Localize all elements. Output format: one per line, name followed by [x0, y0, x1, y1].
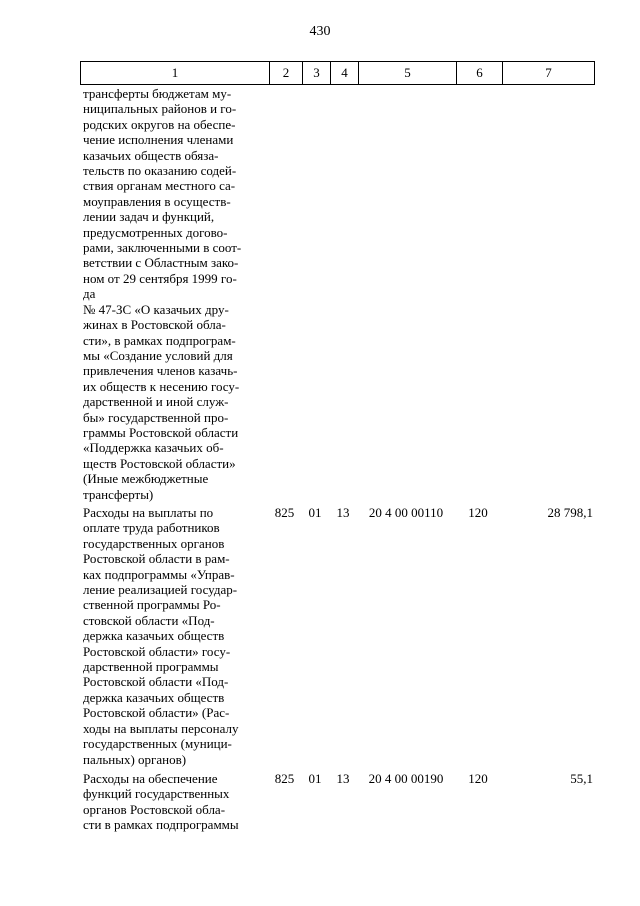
text-line: Ростовской области в рам-	[83, 551, 230, 567]
text-line: держка казачьих обществ	[83, 689, 225, 705]
text-line: стовской области «Под-	[83, 612, 215, 628]
text-line: органов Ростовской обла-	[83, 801, 226, 817]
text-line: № 47-ЗС «О казачьих дру-	[83, 301, 229, 317]
row-description	[83, 771, 268, 833]
text-line: Расходы на выплаты по	[83, 505, 214, 520]
text-line: (Иные межбюджетные	[83, 471, 209, 487]
text-line: функций государственных	[83, 786, 230, 802]
table-header	[80, 61, 595, 85]
text-line: мы «Создание условий для	[83, 347, 233, 363]
text-line: граммы Ростовской области	[83, 424, 239, 440]
text-line: привлечения членов казачь-	[83, 363, 238, 379]
text-line: пальных) органов)	[83, 751, 187, 767]
text-line: трансферты бюджетам му-	[83, 86, 232, 101]
row-description	[83, 86, 268, 502]
text-line: сти в рамках подпрограммы	[83, 817, 239, 833]
text-line: ствия органам местного са-	[83, 178, 236, 194]
text-line: моуправления в осуществ-	[83, 193, 231, 209]
cell-ministry-code: 825	[274, 505, 295, 520]
header-col-5: 5	[359, 62, 457, 85]
page-number: 430	[309, 24, 331, 39]
cell-amount: 55,1	[570, 771, 593, 786]
text-line: государственных органов	[83, 535, 225, 551]
cell-section: 01	[308, 771, 322, 786]
header-col-2: 2	[270, 62, 303, 85]
text-line: лении задач и функций,	[83, 209, 215, 225]
text-line: ном от 29 сентября 1999 го-	[83, 270, 237, 286]
cell-expense-type: 120	[468, 505, 488, 520]
cell-ministry-code: 825	[274, 771, 295, 786]
text-line: казачьих обществ обяза-	[83, 147, 219, 163]
text-line: родских округов на обеспе-	[83, 116, 236, 132]
text-line: бы» государственной про-	[83, 409, 229, 425]
header-col-7: 7	[503, 62, 595, 85]
text-line: ственной программы Ро-	[83, 597, 221, 613]
header-row	[81, 62, 595, 85]
header-col-6: 6	[457, 62, 503, 85]
cell-expense-type: 120	[468, 771, 488, 786]
text-line: ниципальных районов и го-	[83, 101, 237, 117]
text-line: ветствии с Областным зако-	[83, 255, 239, 271]
text-line: Ростовской области» госу-	[83, 643, 231, 659]
text-line: оплате труда работников	[83, 520, 220, 536]
text-line: Расходы на обеспечение	[83, 771, 218, 786]
cell-subsection: 13	[336, 505, 350, 520]
header-col-3: 3	[303, 62, 331, 85]
text-line: их обществ к несению госу-	[83, 378, 240, 394]
text-line: сти», в рамках подпрограм-	[83, 332, 236, 348]
text-line: «Поддержка казачьих об-	[83, 440, 224, 456]
text-line: жинах в Ростовской обла-	[83, 317, 226, 333]
text-line: Ростовской области» (Рас-	[83, 705, 230, 721]
text-line: дарственной программы	[83, 659, 219, 675]
cell-subsection: 13	[336, 771, 350, 786]
text-line: тельств по оказанию содей-	[83, 163, 237, 179]
cell-amount: 28 798,1	[547, 505, 593, 520]
text-line: держка казачьих обществ	[83, 628, 225, 644]
cell-section: 01	[308, 505, 322, 520]
text-line: чение исполнения членами	[83, 132, 234, 148]
text-line: государственных (муници-	[83, 736, 232, 752]
text-line: Ростовской области «Под-	[83, 674, 229, 690]
header-col-1: 1	[81, 62, 270, 85]
text-line: трансферты)	[83, 486, 154, 502]
cell-target-article: 20 4 00 00190	[368, 771, 444, 786]
text-line: ление реализацией государ-	[83, 582, 238, 598]
text-line: рами, заключенными в соот-	[83, 240, 242, 256]
header-col-4: 4	[331, 62, 359, 85]
text-line: ках подпрограммы «Управ-	[83, 566, 235, 582]
cell-target-article: 20 4 00 00110	[368, 505, 444, 520]
text-line: ществ Ростовской области»	[83, 455, 236, 471]
text-line: ходы на выплаты персоналу	[83, 720, 239, 736]
text-line: предусмотренных догово-	[83, 224, 228, 240]
text-line: дарственной и иной служ-	[83, 394, 229, 410]
row-description	[83, 505, 268, 767]
text-line: да	[83, 286, 96, 302]
